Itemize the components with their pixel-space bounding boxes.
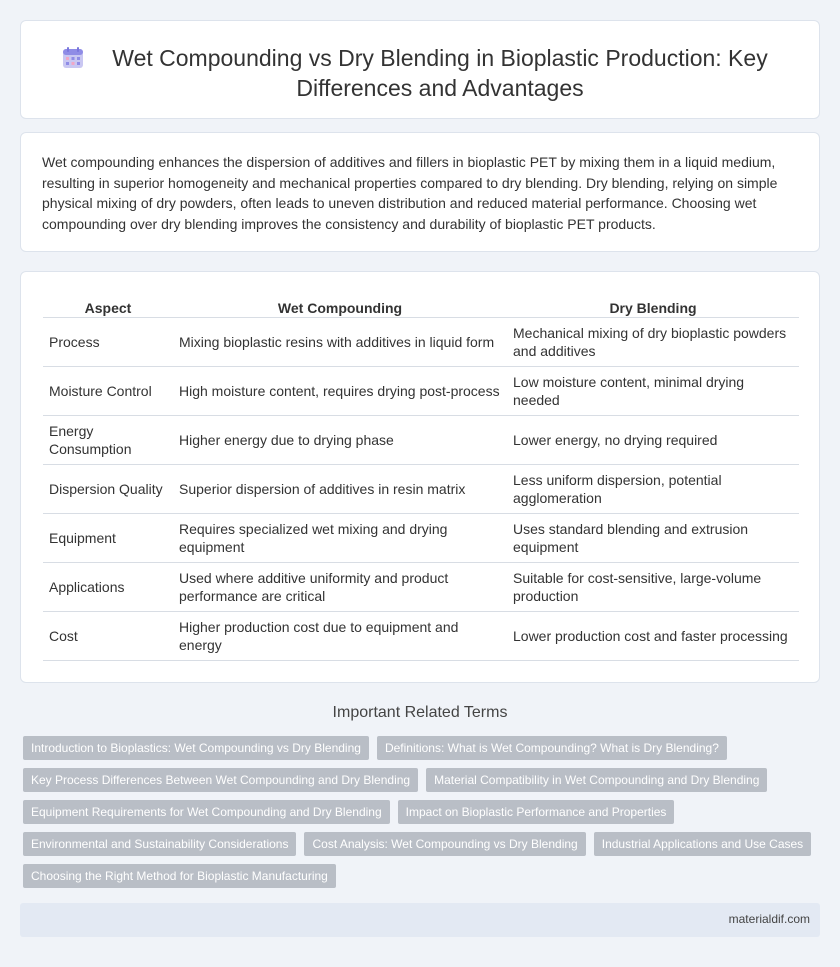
related-term-link[interactable]: Definitions: What is Wet Compounding? What is Dry Blending? bbox=[377, 736, 727, 760]
aspect-cell: Cost bbox=[43, 612, 173, 661]
site-name[interactable]: materialdif.com bbox=[728, 912, 810, 926]
aspect-cell: Applications bbox=[43, 563, 173, 612]
intro-card bbox=[20, 132, 820, 252]
intro-paragraph: Wet compounding enhances the dispersion of additives and fillers in bioplastic PET by mixing them in a liquid medium, resulting in superior homogeneity and mechanical properties compared to dry blending. Dry blending, relying on simple physical mixing of dry powders, often leads to uneven distribution and reduced material performance. Choosing wet compounding over dry blending improves the consistency and durability of bioplastic PET products. bbox=[42, 154, 778, 232]
related-term-link[interactable]: Choosing the Right Method for Bioplastic Manufacturing bbox=[23, 864, 336, 888]
wet-cell: Mixing bioplastic resins with additives in liquid form bbox=[173, 318, 507, 367]
wet-cell: Higher production cost due to equipment and energy bbox=[173, 612, 507, 661]
dry-cell: Low moisture content, minimal drying needed bbox=[507, 367, 799, 416]
column-header: Wet Compounding bbox=[173, 298, 507, 318]
table-row bbox=[43, 465, 799, 514]
related-term-link[interactable]: Material Compatibility in Wet Compounding and Dry Blending bbox=[426, 768, 767, 792]
column-header: Dry Blending bbox=[507, 298, 799, 318]
wet-cell: Higher energy due to drying phase bbox=[173, 416, 507, 465]
dry-cell: Uses standard blending and extrusion equipment bbox=[507, 514, 799, 563]
table-row bbox=[43, 612, 799, 661]
aspect-cell: Dispersion Quality bbox=[43, 465, 173, 514]
aspect-cell: Process bbox=[43, 318, 173, 367]
dry-cell: Suitable for cost-sensitive, large-volume production bbox=[507, 563, 799, 612]
related-terms-heading: Important Related Terms bbox=[332, 704, 508, 721]
title-card bbox=[20, 20, 820, 119]
related-term-link[interactable]: Industrial Applications and Use Cases bbox=[594, 832, 811, 856]
table-row bbox=[43, 367, 799, 416]
table-header-row bbox=[43, 298, 799, 318]
related-term-link[interactable]: Key Process Differences Between Wet Compounding and Dry Blending bbox=[23, 768, 418, 792]
aspect-cell: Energy Consumption bbox=[43, 416, 173, 465]
table-row bbox=[43, 416, 799, 465]
wet-cell: High moisture content, requires drying post-process bbox=[173, 367, 507, 416]
wet-cell: Superior dispersion of additives in resin matrix bbox=[173, 465, 507, 514]
related-terms-list bbox=[23, 736, 823, 888]
wet-cell: Requires specialized wet mixing and drying equipment bbox=[173, 514, 507, 563]
table-row bbox=[43, 514, 799, 563]
footer bbox=[20, 903, 820, 937]
aspect-cell: Moisture Control bbox=[43, 367, 173, 416]
dry-cell: Lower energy, no drying required bbox=[507, 416, 799, 465]
dry-cell: Lower production cost and faster processing bbox=[507, 612, 799, 661]
related-term-link[interactable]: Impact on Bioplastic Performance and Properties bbox=[398, 800, 675, 824]
wet-cell: Used where additive uniformity and product performance are critical bbox=[173, 563, 507, 612]
comparison-card bbox=[20, 271, 820, 683]
dry-cell: Less uniform dispersion, potential agglomeration bbox=[507, 465, 799, 514]
table-row bbox=[43, 563, 799, 612]
related-term-link[interactable]: Cost Analysis: Wet Compounding vs Dry Blending bbox=[304, 832, 585, 856]
dry-cell: Mechanical mixing of dry bioplastic powders and additives bbox=[507, 318, 799, 367]
aspect-cell: Equipment bbox=[43, 514, 173, 563]
related-term-link[interactable]: Environmental and Sustainability Considerations bbox=[23, 832, 296, 856]
related-term-link[interactable]: Equipment Requirements for Wet Compounding and Dry Blending bbox=[23, 800, 390, 824]
table-row bbox=[43, 318, 799, 367]
comparison-table bbox=[43, 298, 799, 661]
page-title: Wet Compounding vs Dry Blending in Bioplastic Production: Key Differences and Advantages bbox=[112, 45, 768, 101]
column-header: Aspect bbox=[43, 298, 173, 318]
related-term-link[interactable]: Introduction to Bioplastics: Wet Compounding vs Dry Blending bbox=[23, 736, 369, 760]
